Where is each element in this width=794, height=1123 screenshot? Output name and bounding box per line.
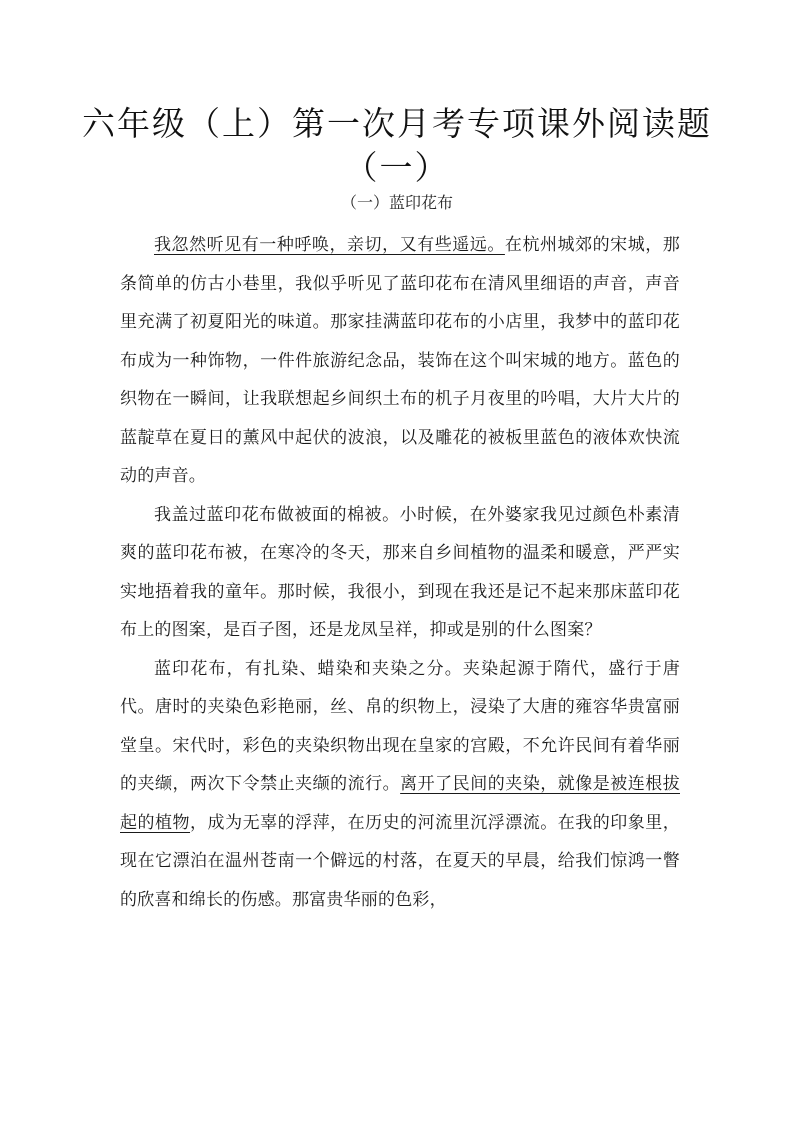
section-title: （一）蓝印花布 <box>340 193 453 212</box>
paragraph-3-text-a: 蓝印花布，有扎染、蜡染和夹染之分。夹染起源于隋代，盛行于唐代。唐时的夹染色彩艳丽，丝、帛的织物上，浸染了大唐的雍容华贵富丽堂皇。宋代时，彩色的夹染织物出现在皇家的宫殿，不允许民间有着华丽的夹缬，两次下令禁止夹缬的流行。 <box>120 658 680 794</box>
doc-title-line1: 六年级（上）第一次月考专项课外阅读题 <box>82 104 712 143</box>
doc-title-line2: （一） <box>344 148 450 187</box>
paragraph-1-text: 在杭州城郊的宋城，那条简单的仿古小巷里，我似乎听见了蓝印花布在清风里细语的声音，声音里充满了初夏阳光的味道。那家挂满蓝印花布的小店里，我梦中的蓝印花布成为一种饰物，一件件旅游纪念品，装饰在这个叫宋城的地方。蓝色的织物在一瞬间，让我联想起乡间织土布的机子月夜里的吟唱，大片大片的蓝靛草在夏日的薰风中起伏的波浪，以及雕花的被板里蓝色的液体欢快流动的声音。 <box>120 235 681 486</box>
paragraph-3-text-b: ，成为无辜的浮萍，在历史的河流里沉浮漂流。在我的印象里，现在它漂泊在温州苍南一个僻远的村落，在夏天的早晨，给我们惊鸿一瞥的欣喜和绵长的伤感。那富贵华丽的色彩， <box>120 812 680 910</box>
paragraph-2: 我盖过蓝印花布做被面的棉被。小时候，在外婆家我见过颜色朴素清爽的蓝印花布被，在寒冷的冬天，那来自乡间植物的温柔和暖意，严严实实地捂着我的童年。那时候，我很小，到现在我还是记不起来那床蓝印花布上的图案，是百子图，还是龙凤呈祥，抑或是别的什么图案？ <box>120 504 680 640</box>
underlined-sentence-2: 离开了民间的夹染，就像是被连根拔起的植物 <box>120 774 680 833</box>
underlined-sentence-1: 我忽然听见有一种呼唤，亲切，又有些遥远。 <box>154 235 505 255</box>
article-body <box>120 226 680 919</box>
paragraph-1 <box>120 226 680 496</box>
paragraph-3 <box>120 650 680 920</box>
